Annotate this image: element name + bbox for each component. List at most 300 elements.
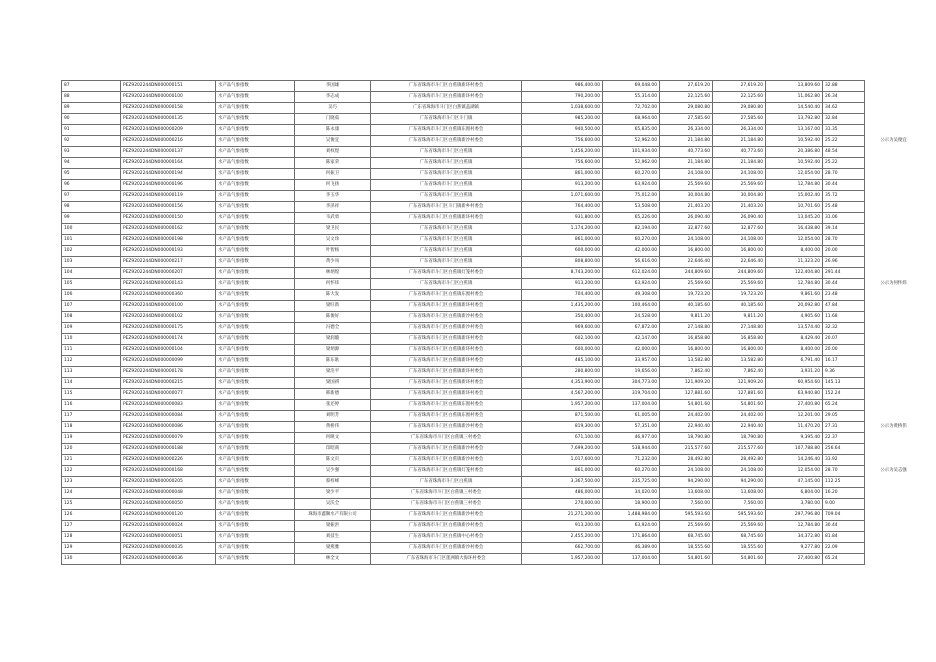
policy-number-cell: PEZ9202244DN000000050 [121, 499, 216, 510]
insured-amount-cell: 913,200.00 [522, 279, 603, 290]
insured-amount-cell: 4,567,200.00 [522, 389, 603, 400]
table-row [62, 543, 923, 554]
premium-cell: 65,226.00 [603, 213, 660, 224]
table-row [62, 290, 923, 301]
provincial-subsidy-cell: 29,080.80 [713, 103, 766, 114]
provincial-subsidy-cell: 25,569.60 [713, 521, 766, 532]
row-number-cell: 94 [62, 158, 121, 169]
remark-cell [865, 378, 923, 389]
remark-cell: 公示为何怀炜 [880, 281, 907, 286]
provincial-subsidy-cell: 18,790.80 [713, 433, 766, 444]
table-row [62, 125, 923, 136]
policy-number-cell: PEZ9202244DN000000175 [121, 323, 216, 334]
insured-name-cell: 何飞扬 [295, 180, 371, 191]
farmer-premium-cell: 20,092.80 [766, 301, 823, 312]
table-row [62, 477, 923, 488]
policy-number-cell: PEZ9202244DN000000193 [121, 246, 216, 257]
address-cell: 广东省珠海市斗门区白蕉镇三村委会 [371, 433, 522, 444]
farmer-premium-cell: 13,167.00 [766, 125, 823, 136]
area-cell: 47.84 [823, 301, 865, 312]
row-number-cell: 106 [62, 290, 121, 301]
area-cell: 25.22 [823, 158, 865, 169]
premium-cell: 18,900.00 [603, 499, 660, 510]
remark-cell: 公示为黄桥伟 [880, 424, 907, 429]
row-number-cell: 98 [62, 202, 121, 213]
row-number-cell: 115 [62, 389, 121, 400]
farmer-premium-cell: 13,809.60 [766, 81, 823, 92]
central-subsidy-cell: 54,801.60 [660, 400, 713, 411]
address-cell: 广东省珠海市斗门区白蕉镇东围村委会 [371, 411, 522, 422]
farmer-premium-cell: 14,246.40 [766, 455, 823, 466]
provincial-subsidy-cell: 19,723.20 [713, 290, 766, 301]
farmer-premium-cell: 12,784.80 [766, 279, 823, 290]
area-cell: 22.09 [823, 543, 865, 554]
central-subsidy-cell: 22,940.40 [660, 422, 713, 433]
policy-number-cell: PEZ9202244DN000000198 [121, 235, 216, 246]
table-row [62, 323, 923, 334]
product-name-cell: 水产品气象指数 [216, 158, 295, 169]
provincial-subsidy-cell: 18,555.60 [713, 543, 766, 554]
insured-name-cell: 何振卫 [295, 169, 371, 180]
insured-name-cell: 蔡梓峰 [295, 477, 371, 488]
insured-amount-cell: 2,455,200.00 [522, 532, 603, 543]
provincial-subsidy-cell: 16,800.00 [713, 345, 766, 356]
premium-cell: 235,725.00 [603, 477, 660, 488]
area-cell: 28.70 [823, 466, 865, 477]
area-cell: 29.05 [823, 411, 865, 422]
remark-cell [865, 103, 923, 114]
policy-number-cell: PEZ9202244DN000000164 [121, 158, 216, 169]
address-cell: 广东省珠海市斗门区白蕉镇三村委会 [371, 488, 522, 499]
product-name-cell: 水产品气象指数 [216, 103, 295, 114]
farmer-premium-cell: 11,062.80 [766, 92, 823, 103]
remark-cell [865, 367, 923, 378]
provincial-subsidy-cell: 21,184.80 [713, 158, 766, 169]
product-name-cell: 水产品气象指数 [216, 191, 295, 202]
area-cell: 9.36 [823, 367, 865, 378]
policy-number-cell: PEZ9202244DN000000360 [121, 290, 216, 301]
address-cell: 广东省珠海市斗门区白蕉镇新环村委会 [371, 345, 522, 356]
insured-name-cell: 韦武勇 [295, 213, 371, 224]
insured-amount-cell: 756,600.00 [522, 158, 603, 169]
farmer-premium-cell: 8,400.00 [766, 246, 823, 257]
provincial-subsidy-cell: 24,108.00 [713, 235, 766, 246]
premium-cell: 42,000.00 [603, 246, 660, 257]
farmer-premium-cell: 12,054.00 [766, 235, 823, 246]
insured-name-cell: 吴文珍 [295, 235, 371, 246]
row-number-cell: 104 [62, 268, 121, 279]
central-subsidy-cell: 27,148.80 [660, 323, 713, 334]
central-subsidy-cell: 13,608.00 [660, 488, 713, 499]
policy-number-cell: PEZ9202244DN000000158 [121, 103, 216, 114]
insured-name-cell: 何映文 [295, 433, 371, 444]
central-subsidy-cell: 68,745.60 [660, 532, 713, 543]
central-subsidy-cell: 24,108.00 [660, 169, 713, 180]
insured-name-cell: 梁卫民 [295, 224, 371, 235]
insured-name-cell: 黄少凤 [295, 257, 371, 268]
insured-amount-cell: 969,600.00 [522, 323, 603, 334]
row-number-cell: 125 [62, 499, 121, 510]
premium-cell: 82,194.00 [603, 224, 660, 235]
premium-cell: 46,389.00 [603, 543, 660, 554]
remark-cell [865, 543, 923, 554]
farmer-premium-cell: 8,400.00 [766, 345, 823, 356]
area-cell: 81.84 [823, 532, 865, 543]
address-cell: 广东省珠海市斗门区白蕉镇新沙村委会 [371, 455, 522, 466]
area-cell: 32.32 [823, 323, 865, 334]
central-subsidy-cell: 40,185.60 [660, 301, 713, 312]
farmer-premium-cell: 13,574.40 [766, 323, 823, 334]
address-cell: 广东省珠海市斗门区白蕉镇 [371, 147, 522, 158]
insured-name-cell: 梁燕雅 [295, 543, 371, 554]
address-cell: 广东省珠海市斗门区白蕉镇 [371, 169, 522, 180]
area-cell: 30.44 [823, 279, 865, 290]
address-cell: 广东省珠海市斗门区白蕉镇新环村委会 [371, 213, 522, 224]
insured-name-cell: 陈永康 [295, 125, 371, 136]
premium-cell: 56,616.00 [603, 257, 660, 268]
policy-number-cell: PEZ9202244DN000000086 [121, 422, 216, 433]
area-cell: 33.92 [823, 455, 865, 466]
provincial-subsidy-cell: 13,608.00 [713, 488, 766, 499]
provincial-subsidy-cell: 26,090.40 [713, 213, 766, 224]
table-row [62, 400, 923, 411]
remark-cell [865, 191, 923, 202]
address-cell: 广东省珠海市斗门区白蕉镇 [371, 279, 522, 290]
row-number-cell: 114 [62, 378, 121, 389]
central-subsidy-cell: 18,790.80 [660, 433, 713, 444]
address-cell: 广东省珠海市斗门区白蕉镇新环村委会 [371, 92, 522, 103]
insured-amount-cell: 1,174,200.00 [522, 224, 603, 235]
area-cell: 30.44 [823, 180, 865, 191]
central-subsidy-cell: 244,809.60 [660, 268, 713, 279]
table-row [62, 488, 923, 499]
policy-number-cell: PEZ9202244DN000000024 [121, 521, 216, 532]
product-name-cell: 水产品气象指数 [216, 312, 295, 323]
premium-cell: 75,012.00 [603, 191, 660, 202]
central-subsidy-cell: 9,811.20 [660, 312, 713, 323]
premium-cell: 34,020.00 [603, 488, 660, 499]
table-row [62, 103, 923, 114]
remark-cell [865, 356, 923, 367]
policy-number-cell: PEZ9202244DN000000205 [121, 477, 216, 488]
provincial-subsidy-cell: 7,862.40 [713, 367, 766, 378]
insured-amount-cell: 913,200.00 [522, 521, 603, 532]
farmer-premium-cell: 10,701.60 [766, 202, 823, 213]
farmer-premium-cell: 60,954.60 [766, 378, 823, 389]
address-cell: 广东省珠海市斗门区白蕉镇新沙村委会 [371, 510, 522, 521]
area-cell: 11.68 [823, 312, 865, 323]
farmer-premium-cell: 10,592.40 [766, 158, 823, 169]
product-name-cell: 水产品气象指数 [216, 257, 295, 268]
area-cell: 48.54 [823, 147, 865, 158]
policy-number-cell: PEZ9202244DN000000143 [121, 279, 216, 290]
premium-cell: 53,508.00 [603, 202, 660, 213]
area-cell: 25.48 [823, 202, 865, 213]
insured-amount-cell: 1,456,200.00 [522, 147, 603, 158]
address-cell: 广东省珠海市斗门区白蕉镇新沙村委会 [371, 312, 522, 323]
insured-amount-cell: 4,353,900.00 [522, 378, 603, 389]
area-cell: 25.22 [823, 136, 865, 147]
insured-amount-cell: 280,800.00 [522, 367, 603, 378]
policy-number-cell: PEZ9202244DN000000036 [121, 554, 216, 565]
address-cell: 广东省珠海市斗门区白蕉镇中心村委会 [371, 532, 522, 543]
premium-cell: 60,270.00 [603, 169, 660, 180]
area-cell: 16.20 [823, 488, 865, 499]
row-number-cell: 92 [62, 136, 121, 147]
area-cell: 20.00 [823, 345, 865, 356]
address-cell: 广东省珠海市斗门区白蕉镇新沙村委会 [371, 323, 522, 334]
address-cell: 广东省珠海市斗门区白蕉镇新环村委会 [371, 301, 522, 312]
provincial-subsidy-cell: 215,577.60 [713, 444, 766, 455]
central-subsidy-cell: 26,334.00 [660, 125, 713, 136]
farmer-premium-cell: 12,784.80 [766, 180, 823, 191]
remark-cell [865, 499, 923, 510]
product-name-cell: 水产品气象指数 [216, 455, 295, 466]
address-cell: 广东省珠海市斗门区白蕉镇新沙村委会 [371, 136, 522, 147]
policy-number-cell: PEZ9202244DN000000196 [121, 180, 216, 191]
insured-name-cell: 刘技生 [295, 532, 371, 543]
insured-amount-cell: 986,400.00 [522, 81, 603, 92]
insured-name-cell: 梁浩平 [295, 367, 371, 378]
row-number-cell: 110 [62, 334, 121, 345]
row-number-cell: 127 [62, 521, 121, 532]
row-number-cell: 122 [62, 466, 121, 477]
farmer-premium-cell: 47,145.00 [766, 477, 823, 488]
remark-cell [865, 301, 923, 312]
farmer-premium-cell: 11,470.20 [766, 422, 823, 433]
policy-number-cell: PEZ9202244DN000000216 [121, 136, 216, 147]
row-number-cell: 117 [62, 411, 121, 422]
insured-name-cell: 叶智杨 [295, 246, 371, 257]
policy-number-cell: PEZ9202244DN000000048 [121, 488, 216, 499]
premium-cell: 33,957.00 [603, 356, 660, 367]
insured-name-cell: 印昭商 [295, 444, 371, 455]
row-number-cell: 97 [62, 191, 121, 202]
central-subsidy-cell: 25,569.60 [660, 521, 713, 532]
table-row [62, 235, 923, 246]
address-cell: 广东省珠海市斗门区白蕉镇新环村委会 [371, 334, 522, 345]
table-row [62, 301, 923, 312]
product-name-cell: 水产品气象指数 [216, 367, 295, 378]
premium-cell: 538,944.00 [603, 444, 660, 455]
product-name-cell: 水产品气象指数 [216, 433, 295, 444]
premium-cell: 101,934.00 [603, 147, 660, 158]
premium-cell: 137,004.00 [603, 554, 660, 565]
central-subsidy-cell: 595,593.60 [660, 510, 713, 521]
policy-number-cell: PEZ9202244DN000000079 [121, 433, 216, 444]
remark-cell [865, 169, 923, 180]
row-number-cell: 129 [62, 543, 121, 554]
provincial-subsidy-cell: 121,909.20 [713, 378, 766, 389]
central-subsidy-cell: 21,184.80 [660, 136, 713, 147]
product-name-cell: 水产品气象指数 [216, 422, 295, 433]
address-cell: 广东省珠海市斗门区白蕉镇新环村委会 [371, 389, 522, 400]
insured-amount-cell: 861,000.00 [522, 235, 603, 246]
policy-number-cell: PEZ9202244DN000000207 [121, 268, 216, 279]
product-name-cell: 水产品气象指数 [216, 301, 295, 312]
insured-name-cell: 吴巧 [295, 103, 371, 114]
insured-amount-cell: 871,500.00 [522, 411, 603, 422]
product-name-cell: 水产品气象指数 [216, 202, 295, 213]
area-cell: 31.06 [823, 213, 865, 224]
insured-name-cell: 吴沃全 [295, 499, 371, 510]
insured-name-cell: 林全文 [295, 554, 371, 565]
address-cell: 广东省珠海市斗门区白蕉镇东围村委会 [371, 400, 522, 411]
farmer-premium-cell: 107,788.80 [766, 444, 823, 455]
table-row [62, 521, 923, 532]
insured-name-cell: 门晓茹 [295, 114, 371, 125]
area-cell: 23.48 [823, 290, 865, 301]
central-subsidy-cell: 22,125.60 [660, 92, 713, 103]
product-name-cell: 水产品气象指数 [216, 356, 295, 367]
product-name-cell: 水产品气象指数 [216, 389, 295, 400]
insured-amount-cell: 3,367,500.00 [522, 477, 603, 488]
insured-name-cell: 李国雄 [295, 81, 371, 92]
provincial-subsidy-cell: 7,560.00 [713, 499, 766, 510]
insured-name-cell: 梁润璇 [295, 334, 371, 345]
product-name-cell: 水产品气象指数 [216, 268, 295, 279]
remark-cell [865, 246, 923, 257]
area-cell: 35.72 [823, 191, 865, 202]
provincial-subsidy-cell: 25,569.60 [713, 180, 766, 191]
policy-number-cell: PEZ9202244DN000000077 [121, 389, 216, 400]
insured-amount-cell: 940,500.00 [522, 125, 603, 136]
area-cell: 291.44 [823, 268, 865, 279]
address-cell: 广东省珠海市斗门区白蕉镇新沙村委会 [371, 422, 522, 433]
premium-cell: 49,308.00 [603, 290, 660, 301]
remark-cell [865, 488, 923, 499]
policy-number-cell: PEZ9202244DN000000120 [121, 510, 216, 521]
table-row [62, 411, 923, 422]
premium-cell: 42,147.00 [603, 334, 660, 345]
remark-cell [865, 213, 923, 224]
insured-name-cell: 梁旺新 [295, 301, 371, 312]
area-cell: 20.07 [823, 334, 865, 345]
table-row [62, 356, 923, 367]
remark-cell [865, 312, 923, 323]
area-cell: 20.00 [823, 246, 865, 257]
policy-number-cell: PEZ9202244DN000000150 [121, 213, 216, 224]
product-name-cell: 水产品气象指数 [216, 246, 295, 257]
premium-cell: 60,270.00 [603, 235, 660, 246]
farmer-premium-cell: 9,861.60 [766, 290, 823, 301]
insurance-data-table [61, 80, 923, 565]
premium-cell: 60,270.00 [603, 466, 660, 477]
provincial-subsidy-cell: 22,646.40 [713, 257, 766, 268]
provincial-subsidy-cell: 40,773.60 [713, 147, 766, 158]
farmer-premium-cell: 12,784.80 [766, 521, 823, 532]
insured-amount-cell: 8,743,200.00 [522, 268, 603, 279]
row-number-cell: 100 [62, 224, 121, 235]
row-number-cell: 95 [62, 169, 121, 180]
farmer-premium-cell: 13,045.20 [766, 213, 823, 224]
address-cell: 广东省珠海市斗门区斗门镇 [371, 114, 522, 125]
provincial-subsidy-cell: 40,185.60 [713, 301, 766, 312]
premium-cell: 304,773.00 [603, 378, 660, 389]
premium-cell: 65,835.00 [603, 125, 660, 136]
premium-cell: 72,702.00 [603, 103, 660, 114]
product-name-cell: 水产品气象指数 [216, 224, 295, 235]
central-subsidy-cell: 127,881.60 [660, 389, 713, 400]
address-cell: 广东省珠海市斗门区白蕉镇三村委会 [371, 499, 522, 510]
remark-cell [865, 433, 923, 444]
central-subsidy-cell: 27,619.20 [660, 81, 713, 92]
remark-cell [865, 389, 923, 400]
table-row [62, 532, 923, 543]
remark-cell [865, 554, 923, 565]
central-subsidy-cell: 94,290.00 [660, 477, 713, 488]
central-subsidy-cell: 25,569.60 [660, 279, 713, 290]
policy-number-cell: PEZ9202244DN000000217 [121, 257, 216, 268]
farmer-premium-cell: 12,054.00 [766, 169, 823, 180]
address-cell: 广东省珠海市斗门区白蕉镇灯笼村委会 [371, 466, 522, 477]
provincial-subsidy-cell: 30,004.80 [713, 191, 766, 202]
row-number-cell: 116 [62, 400, 121, 411]
table-row [62, 246, 923, 257]
row-number-cell: 126 [62, 510, 121, 521]
central-subsidy-cell: 25,569.60 [660, 180, 713, 191]
policy-number-cell: PEZ9202244DN000000100 [121, 301, 216, 312]
insured-name-cell: 张还婷 [295, 400, 371, 411]
area-cell: 27.31 [823, 422, 865, 433]
remark-cell: 公示为吴俊宜 [880, 138, 907, 143]
product-name-cell: 水产品气象指数 [216, 400, 295, 411]
insured-amount-cell: 1,435,200.00 [522, 301, 603, 312]
remark-cell [865, 323, 923, 334]
insured-amount-cell: 600,000.00 [522, 246, 603, 257]
address-cell: 广东省珠海市斗门区白蕉镇 [371, 246, 522, 257]
product-name-cell: 水产品气象指数 [216, 378, 295, 389]
area-cell: 39.14 [823, 224, 865, 235]
table-row [62, 257, 923, 268]
provincial-subsidy-cell: 25,569.60 [713, 279, 766, 290]
policy-number-cell: PEZ9202244DN000000099 [121, 356, 216, 367]
farmer-premium-cell: 63,940.80 [766, 389, 823, 400]
area-cell: 26.96 [823, 257, 865, 268]
area-cell: 32.88 [823, 81, 865, 92]
row-number-cell: 119 [62, 433, 121, 444]
insured-name-cell: 黄桥伟 [295, 422, 371, 433]
provincial-subsidy-cell: 127,881.60 [713, 389, 766, 400]
remark-cell [865, 521, 923, 532]
address-cell: 广东省珠海市斗门区白蕉镇东围村委会 [371, 290, 522, 301]
product-name-cell: 水产品气象指数 [216, 521, 295, 532]
central-subsidy-cell: 27,585.60 [660, 114, 713, 125]
insured-amount-cell: 7,699,200.00 [522, 444, 603, 455]
farmer-premium-cell: 3,931.20 [766, 367, 823, 378]
table-row [62, 466, 923, 477]
farmer-premium-cell: 16,438.80 [766, 224, 823, 235]
remark-cell [865, 224, 923, 235]
provincial-subsidy-cell: 595,593.60 [713, 510, 766, 521]
provincial-subsidy-cell: 54,801.60 [713, 554, 766, 565]
farmer-premium-cell: 10,592.40 [766, 136, 823, 147]
table-row [62, 191, 923, 202]
remark-cell [865, 180, 923, 191]
central-subsidy-cell: 22,646.40 [660, 257, 713, 268]
insured-name-cell: 刘明芳 [295, 411, 371, 422]
farmer-premium-cell: 14,540.40 [766, 103, 823, 114]
insured-name-cell: 陈东耿 [295, 356, 371, 367]
insured-name-cell: 吴俊宜 [295, 136, 371, 147]
remark-cell [865, 147, 923, 158]
product-name-cell: 水产品气象指数 [216, 136, 295, 147]
area-cell: 30.44 [823, 521, 865, 532]
address-cell: 广东省珠海市斗门区白蕉镇 [371, 235, 522, 246]
insured-amount-cell: 1,017,600.00 [522, 455, 603, 466]
insured-name-cell: 陈文页 [295, 455, 371, 466]
insured-name-cell: 梁国祺 [295, 378, 371, 389]
